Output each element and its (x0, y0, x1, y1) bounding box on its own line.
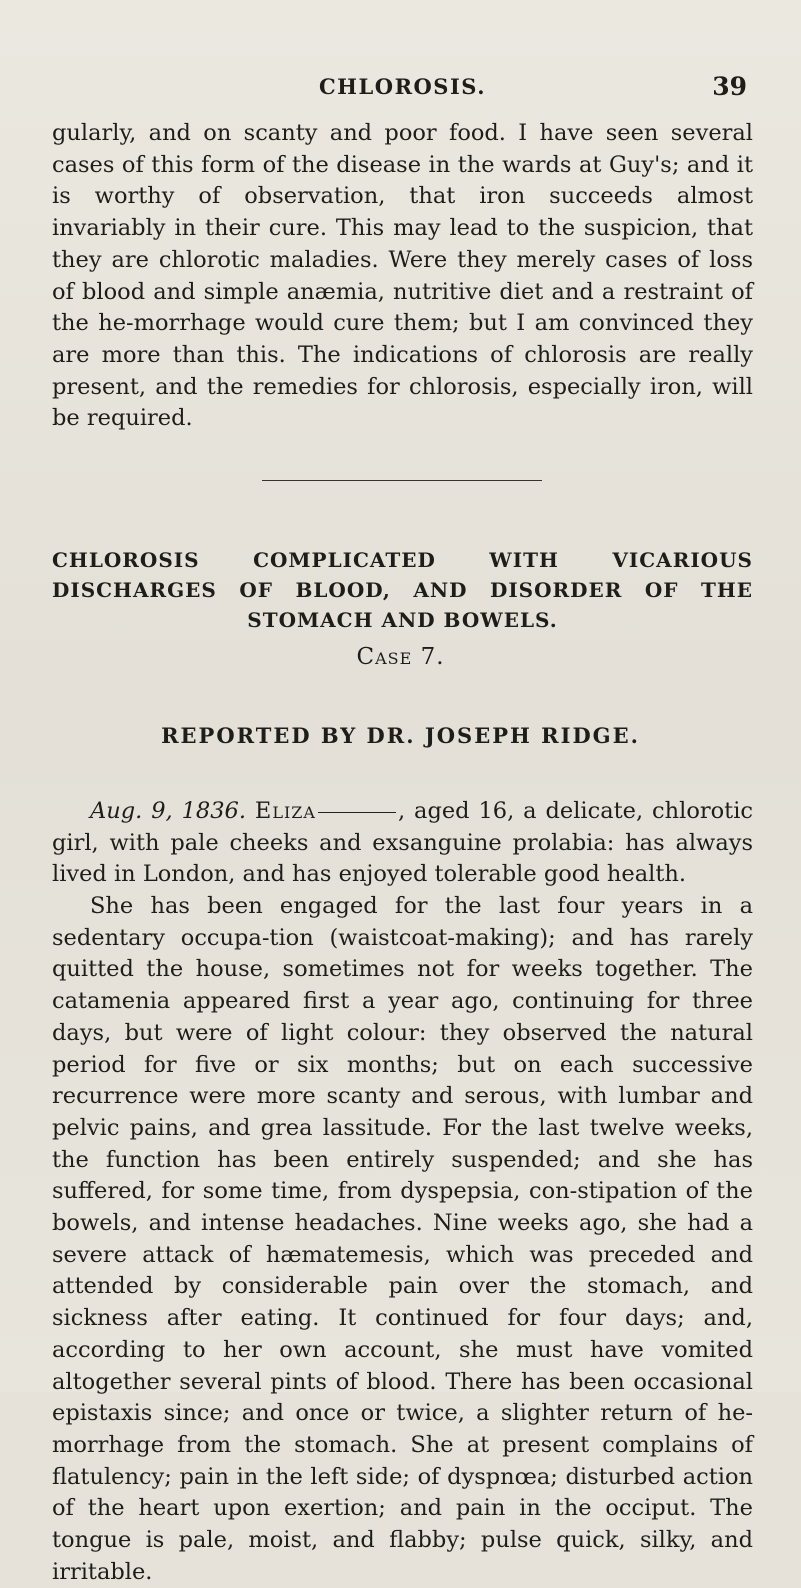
running-title: CHLOROSIS. (318, 74, 487, 99)
case-date: Aug. 9, 1836. (90, 798, 246, 824)
case-intro-text: , aged 16, a delicate, chlorotic girl, with pale cheeks and exsanguine prolabia: has always lived in London, and has enjoyed tolerable good health. (52, 798, 754, 888)
reported-by: REPORTED BY DR. JOSEPH RIDGE. (161, 723, 640, 748)
case-label: Case 7. (356, 644, 445, 670)
patient-name: Eliza (254, 798, 316, 824)
case-history-paragraph: She has been engaged for the last four years in a sedentary occupa-tion (waistcoat-making); and has rarely quitted the house, sometimes not for weeks together. The catamenia appeared first a year ago, continuing for three days, but were of light colour: they observed the natural period for five or six months; but on each successive recurrence were more scanty and serous, with lumbar and pelvic pains, and grea lassitude. For the last twelve weeks, the function has been entirely suspended; and she has suffered, for some time, from dyspepsia, con-stipation of the bowels, and intense headaches. Nine weeks ago, she had a severe attack of hæmatemesis, which was preceded and attended by considerable pain over the stomach, and sickness after eating. It continued for four days; and, according to her own account, she must have vomited altogether several pints of blood. There has been occasional epistaxis since; and once or twice, a slighter return of he-morrhage from the stomach. She at present complains of flatulency; pain in the left side; of dyspnœa; disturbed action of the heart upon exertion; and pain in the occiput. The tongue is pale, moist, and flabby; pulse quick, silky, and irritable. (52, 893, 753, 1585)
section-heading: CHLOROSIS COMPLICATED WITH VICARIOUS DISCHARGES OF BLOOD, AND DISORDER OF THE STOMACH AND BOWELS. (52, 548, 753, 632)
page-number: 39 (712, 72, 747, 101)
paragraph-continuation: gularly, and on scanty and poor food. I have seen several cases of this form of the disease in the wards at Guy's; and it is worthy of observation, that iron succeeds almost invariably in their cure. This may lead to the suspicion, that they are chlorotic maladies. Were they merely cases of loss of blood and simple anæmia, nutritive diet and a restraint of the he-morrhage would cure them; but I am convinced they are more than this. The indications of chlorosis are really present, and the remedies for chlorosis, especially iron, will be required. (52, 120, 753, 432)
case-number (0, 644, 801, 670)
section-divider (262, 480, 542, 481)
name-dash (318, 812, 396, 813)
running-head (52, 74, 753, 104)
case-intro-paragraph (52, 796, 753, 891)
